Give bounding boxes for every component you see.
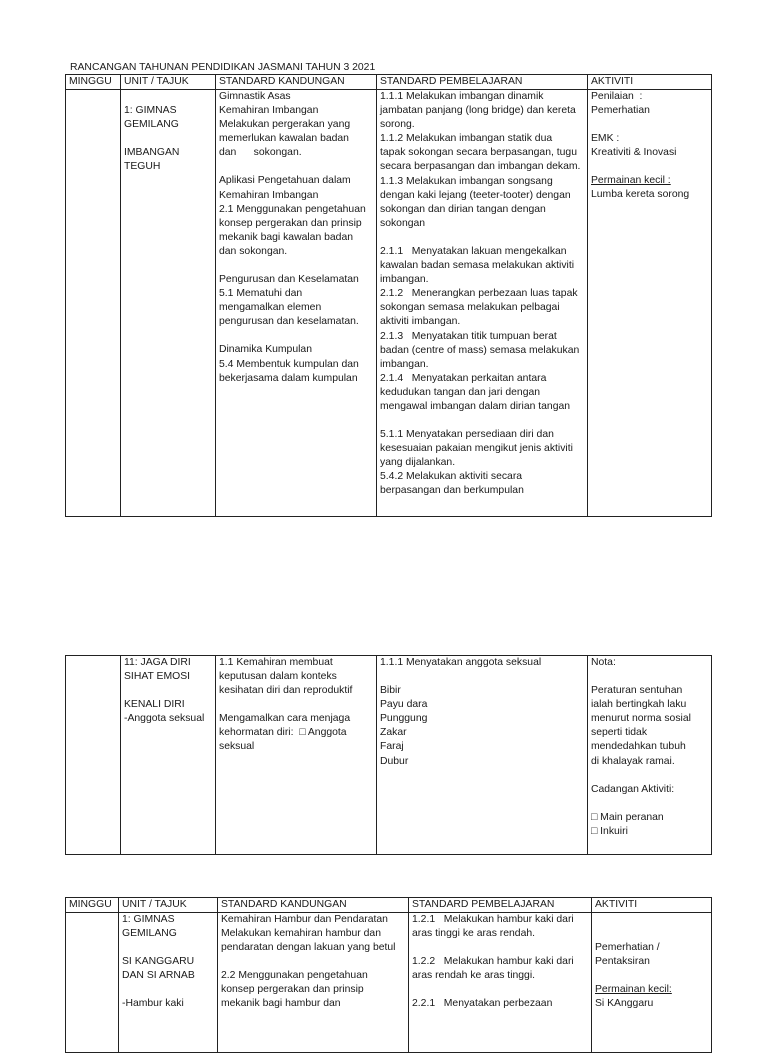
sp-line: 5.4.2 Melakukan aktiviti secara (380, 471, 523, 483)
sp-line: 1.1.1 Menyatakan anggota seksual (380, 657, 542, 668)
act-line: Kreativiti & Inovasi (591, 147, 677, 159)
sk-line: memerlukan kawalan badan (219, 133, 349, 145)
act-line: Pemerhatian (591, 105, 650, 117)
header-standard-kandungan: STANDARD KANDUNGAN (216, 75, 377, 90)
sp-line: Payu dara (380, 699, 428, 711)
sk-line: 2.1 Menggunakan pengetahuan (219, 203, 366, 215)
sp-line: aras tinggi ke aras rendah. (412, 928, 536, 940)
sp-line: Faraj (380, 741, 404, 753)
sp-line: sokongan dan dirian tangan dengan (380, 203, 546, 215)
sk-line: seksual (219, 741, 255, 753)
standard-pembelajaran-cell (409, 913, 592, 1053)
table-row (66, 90, 712, 517)
sp-line: dengan kaki lejang (teeter-tooter) dengan (380, 189, 571, 201)
sp-line: 2.1.2 Menerangkan perbezaan luas tapak (380, 288, 578, 300)
unit-line: GEMILANG (122, 928, 177, 940)
sp-line: sorong. (380, 119, 415, 131)
table-row (66, 913, 712, 1053)
standard-pembelajaran-cell (377, 90, 588, 517)
act-line: Penilaian : (591, 91, 643, 102)
standard-kandungan-cell (218, 913, 409, 1053)
header-standard-pembelajaran: STANDARD PEMBELAJARAN (409, 898, 592, 913)
sk-line: Melakukan kemahiran hambur dan (221, 928, 381, 940)
sk-line: Kemahiran Imbangan (219, 189, 319, 201)
act-line: menurut norma sosial (591, 713, 691, 725)
sk-line: 2.2 Menggunakan pengetahuan (221, 970, 368, 982)
sk-line: konsep pergerakan dan prinsip (219, 217, 362, 229)
sp-line: 2.1.4 Menyatakan perkaitan antara (380, 372, 547, 384)
act-line: mendedahkan tubuh (591, 741, 686, 753)
unit-line: TEGUH (124, 161, 161, 173)
unit-cell (121, 656, 216, 855)
sk-line: Gimnastik Asas (219, 91, 291, 102)
sk-line: Kemahiran Hambur dan Pendaratan (221, 914, 388, 925)
unit-line: GEMILANG (124, 119, 179, 131)
sp-line: jambatan panjang (long bridge) dan kereta (380, 105, 576, 117)
sp-line: kesesuaian pakaian mengikut jenis aktiviti (380, 443, 573, 455)
header-minggu: MINGGU (66, 75, 121, 90)
unit-line: -Anggota seksual (124, 713, 205, 725)
plan-table-3 (65, 897, 712, 1053)
permainan-kecil-label: Permainan kecil : (591, 175, 671, 187)
plan-table-2 (65, 655, 712, 855)
act-line: Pentaksiran (595, 956, 650, 968)
sk-line: Melakukan pergerakan yang (219, 119, 351, 131)
sp-line: secara berpasangan dan imbangan dekam. (380, 161, 581, 173)
sp-line: 1.1.3 Melakukan imbangan songsang (380, 175, 553, 187)
sk-line: mengamalkan elemen (219, 302, 322, 314)
unit-line: DAN SI ARNAB (122, 970, 195, 982)
sp-line: kawalan badan semasa melakukan aktiviti (380, 260, 575, 272)
act-line: □ Inkuiri (591, 825, 628, 837)
header-aktiviti: AKTIVITI (592, 898, 712, 913)
sp-line: aras rendah ke aras tinggi. (412, 970, 536, 982)
aktiviti-cell (588, 90, 712, 517)
sp-line: Punggung (380, 713, 428, 725)
header-standard-pembelajaran: STANDARD PEMBELAJARAN (377, 75, 588, 90)
unit-line: SI KANGGARU (122, 956, 195, 968)
unit-cell (121, 90, 216, 517)
unit-line: SIHAT EMOSI (124, 671, 191, 683)
unit-line: 1: GIMNAS (122, 914, 175, 925)
sk-line: dan sokongan. (219, 147, 302, 159)
standard-pembelajaran-cell (377, 656, 588, 855)
permainan-kecil-value: Si KAnggaru (595, 998, 654, 1010)
sp-line: aktiviti imbangan. (380, 316, 461, 328)
sk-line: Mengamalkan cara menjaga (219, 713, 351, 725)
sp-line: Bibir (380, 685, 401, 697)
sk-line: Kemahiran Imbangan (219, 105, 319, 117)
unit-line: KENALI DIRI (124, 699, 185, 711)
sp-line: mengawal imbangan dalam dirian tangan (380, 400, 571, 412)
sp-line: Zakar (380, 727, 407, 739)
sp-line: 2.2.1 Menyatakan perbezaan (412, 998, 553, 1010)
plan-table-1 (65, 74, 712, 517)
permainan-kecil-label: Permainan kecil: (595, 984, 672, 996)
sp-line: tapak sokongan secara berpasangan, tugu (380, 147, 577, 159)
sp-line: 2.1.1 Menyatakan lakuan mengekalkan (380, 245, 567, 257)
sp-line: 1.2.2 Melakukan hambur kaki dari (412, 956, 574, 968)
permainan-kecil-value: Lumba kereta sorong (591, 189, 690, 201)
sp-line: 1.1.1 Melakukan imbangan dinamik (380, 91, 544, 102)
sp-line: Dubur (380, 755, 409, 767)
act-line: Cadangan Aktiviti: (591, 783, 675, 795)
table-row (66, 656, 712, 855)
sk-line: pengurusan dan keselamatan. (219, 316, 359, 328)
sk-line: mekanik bagi hambur dan (221, 998, 341, 1010)
sk-line: dan sokongan. (219, 245, 288, 257)
minggu-cell (66, 90, 121, 517)
sk-line: pendaratan dengan lakuan yang betul (221, 942, 396, 954)
standard-kandungan-cell (216, 90, 377, 517)
sk-line: bekerjasama dalam kumpulan (219, 372, 358, 384)
unit-line: IMBANGAN (124, 147, 180, 159)
act-line: Nota: (591, 657, 616, 668)
table-header-row (66, 898, 712, 913)
sk-line: Pengurusan dan Keselamatan (219, 274, 359, 286)
sp-line: yang dijalankan. (380, 457, 456, 469)
standard-kandungan-cell (216, 656, 377, 855)
sp-line: imbangan. (380, 358, 429, 370)
sp-line: sokongan (380, 217, 426, 229)
header-unit-tajuk: UNIT / TAJUK (119, 898, 218, 913)
act-line: □ Main peranan (591, 811, 664, 823)
sk-line: 5.4 Membentuk kumpulan dan (219, 358, 359, 370)
header-standard-kandungan: STANDARD KANDUNGAN (218, 898, 409, 913)
sp-line: imbangan. (380, 274, 429, 286)
sk-line: 5.1 Mematuhi dan (219, 288, 303, 300)
sk-line: Dinamika Kumpulan (219, 344, 312, 356)
sk-line: kehormatan diri: □ Anggota (219, 727, 347, 739)
sp-line: kedudukan tangan dan jari dengan (380, 386, 541, 398)
minggu-cell (66, 656, 121, 855)
sk-line: mekanik bagi kawalan badan (219, 231, 354, 243)
act-line: Peraturan sentuhan (591, 685, 683, 697)
sk-line: Aplikasi Pengetahuan dalam (219, 175, 351, 187)
act-line: di khalayak ramai. (591, 755, 675, 767)
act-line: seperti tidak (591, 727, 648, 739)
sp-line: sokongan semasa melakukan pelbagai (380, 302, 560, 314)
act-line: Pemerhatian / (595, 942, 660, 953)
sp-line: 1.1.2 Melakukan imbangan statik dua (380, 133, 553, 145)
sk-line: konsep pergerakan dan prinsip (221, 984, 364, 996)
document-title: RANCANGAN TAHUNAN PENDIDIKAN JASMANI TAHUN 3 2021 (70, 62, 376, 73)
sp-line: 2.1.3 Menyatakan titik tumpuan berat (380, 330, 557, 342)
sp-line: badan (centre of mass) semasa melakukan (380, 344, 580, 356)
sk-line: 1.1 Kemahiran membuat (219, 657, 333, 668)
minggu-cell (66, 913, 119, 1053)
header-unit-tajuk: UNIT / TAJUK (121, 75, 216, 90)
act-line: EMK : (591, 133, 620, 145)
sp-line: 5.1.1 Menyatakan persediaan diri dan (380, 429, 554, 441)
sk-line: keputusan dalam konteks (219, 671, 337, 683)
unit-line: -Hambur kaki (122, 998, 184, 1010)
sp-line: berpasangan dan berkumpulan (380, 485, 524, 497)
unit-line: 1: GIMNAS (124, 105, 177, 116)
unit-line: 11: JAGA DIRI (124, 657, 191, 668)
aktiviti-cell (588, 656, 712, 855)
sk-line: kesihatan diri dan reproduktif (219, 685, 353, 697)
unit-cell (119, 913, 218, 1053)
act-line: ialah bertingkah laku (591, 699, 687, 711)
table-header-row (66, 75, 712, 90)
header-aktiviti: AKTIVITI (588, 75, 712, 90)
sp-line: 1.2.1 Melakukan hambur kaki dari (412, 914, 574, 925)
aktiviti-cell (592, 913, 712, 1053)
header-minggu: MINGGU (66, 898, 119, 913)
